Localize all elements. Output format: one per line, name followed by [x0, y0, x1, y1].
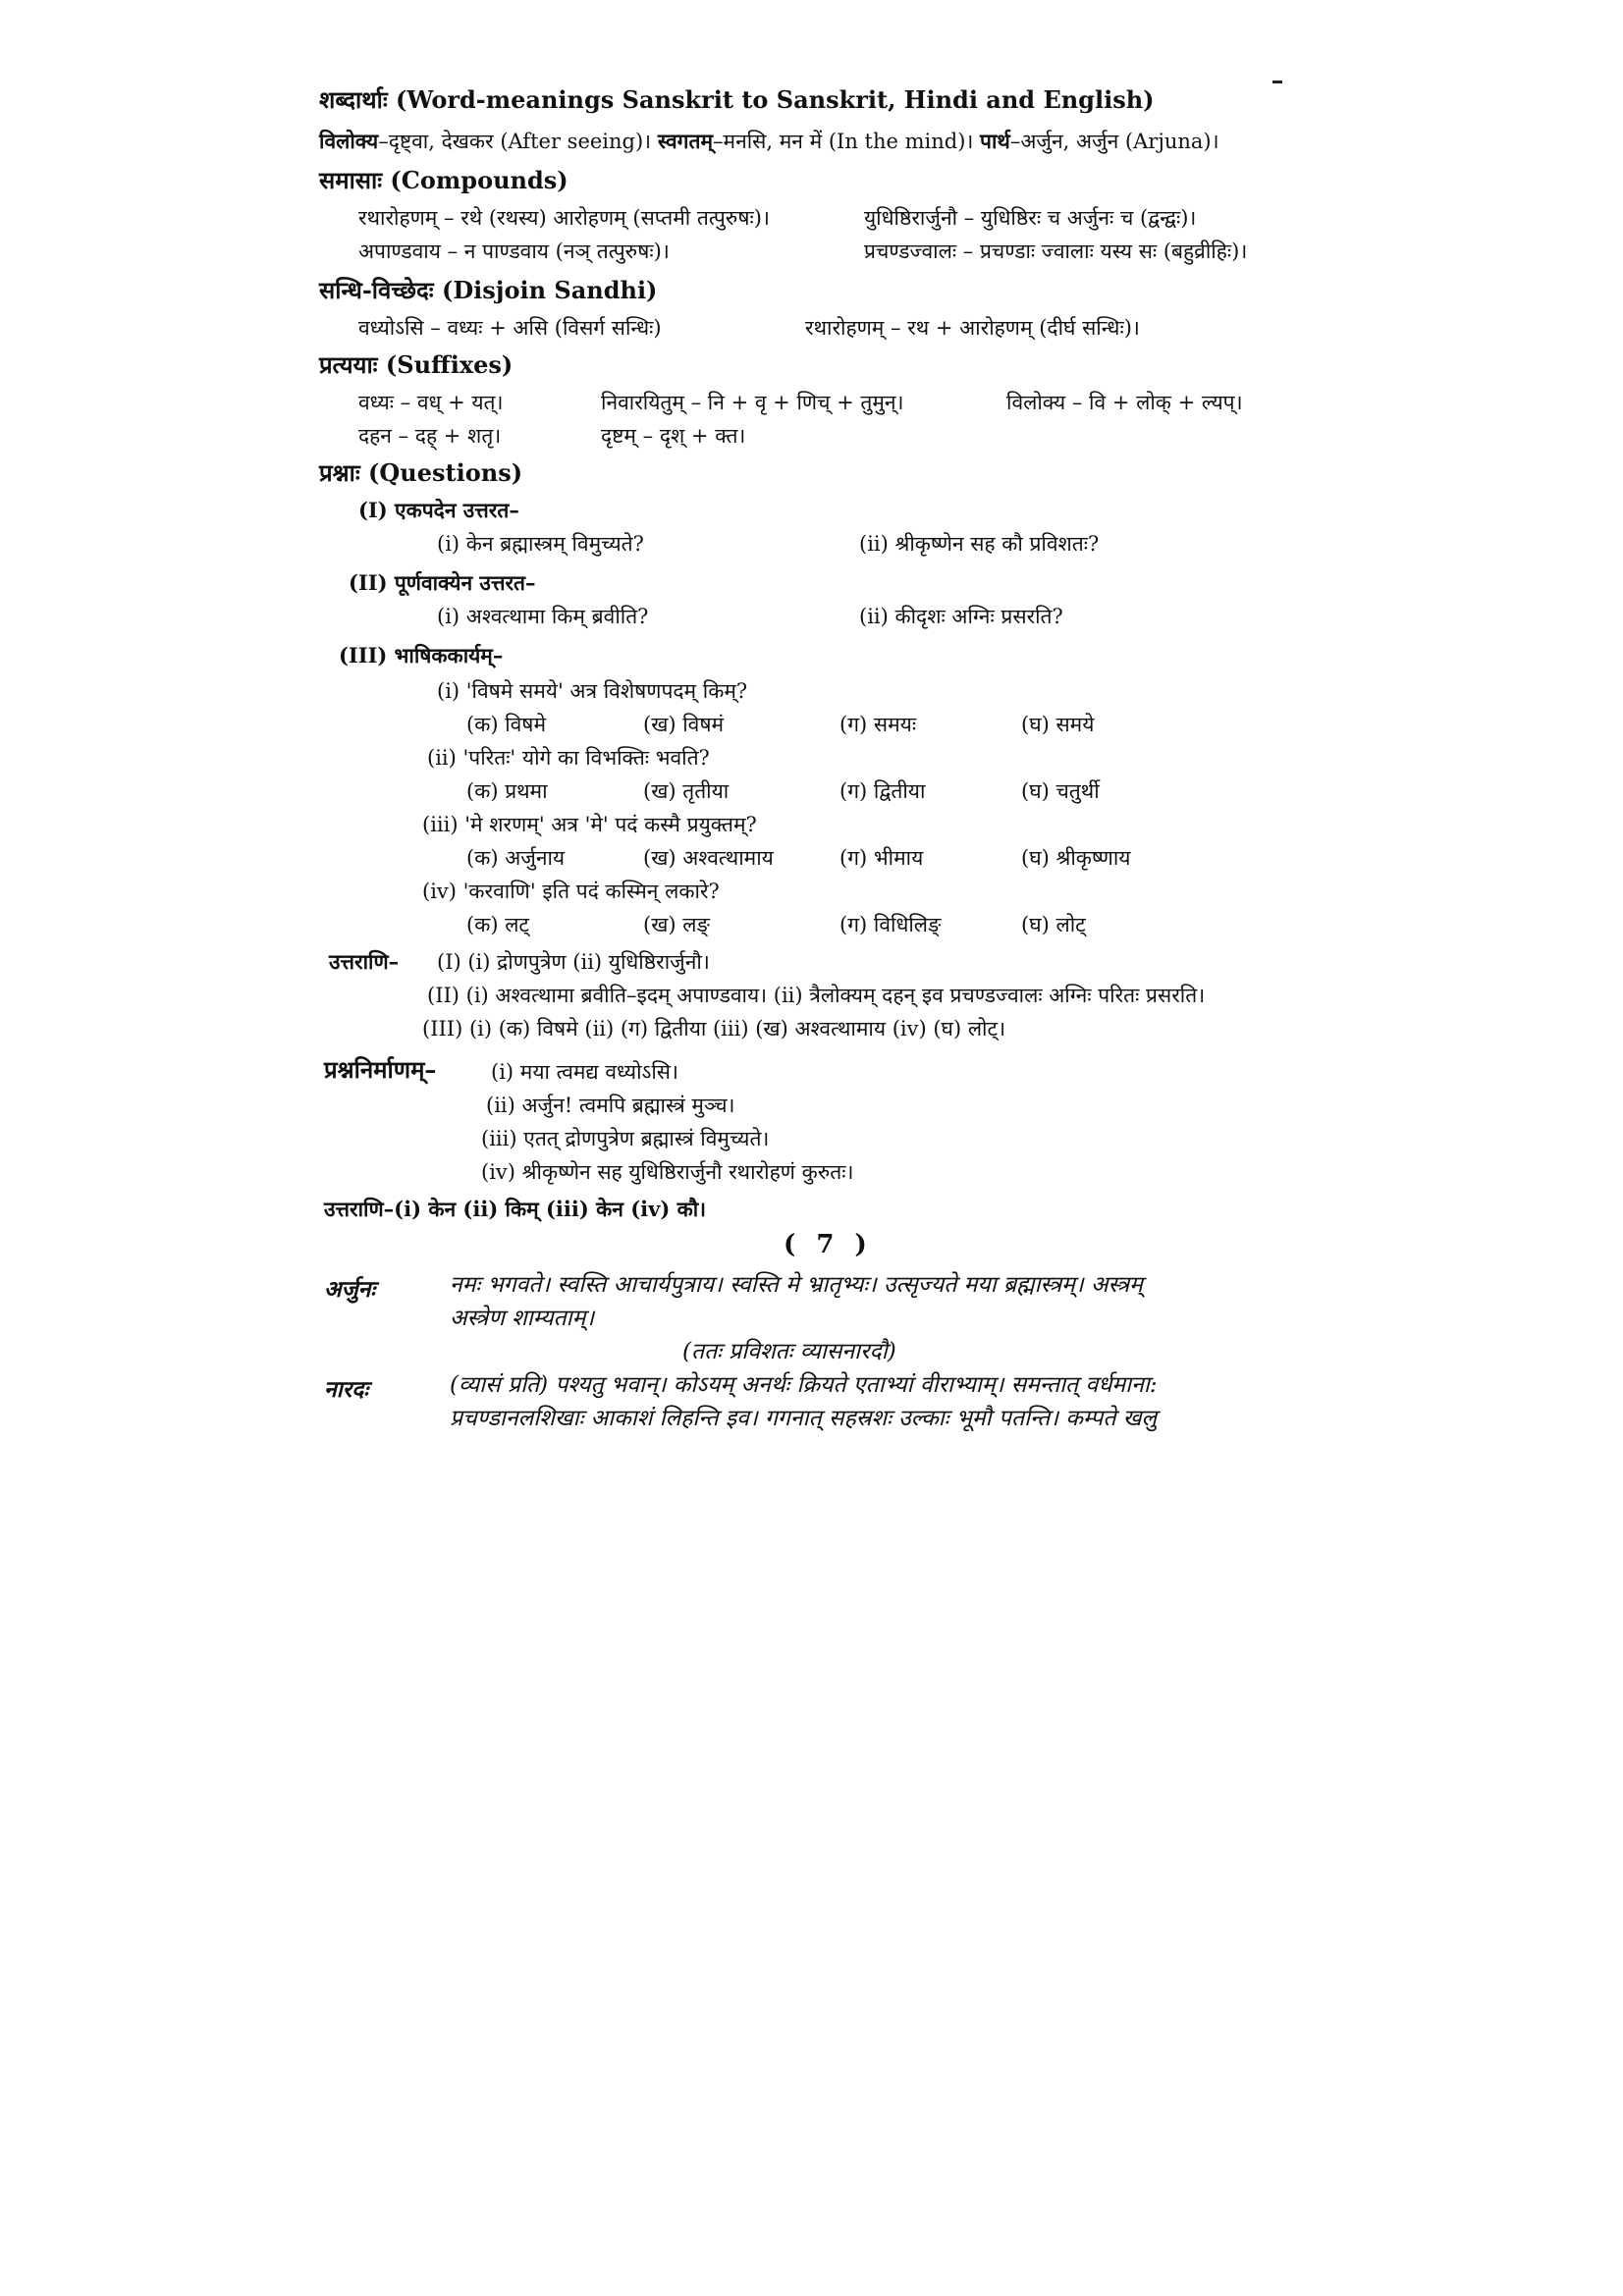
answers-section-i: (I) (i) द्रोणपुत्रेण (ii) युधिष्ठिरार्जुनौ। — [437, 950, 710, 974]
word-partha: पार्थ — [980, 129, 1010, 153]
sandhi-right: रथारोहणम् – रथ + आरोहणम् (दीर्घ सन्धिः)। — [805, 316, 1140, 340]
mcq-4-question: (iv) 'करवाणि' इति पदं कस्मिन् लकारे? — [422, 880, 720, 903]
arjuna-line-2: अस्त्रेण शाम्यताम्। — [450, 1306, 595, 1331]
speaker-narada: नारदः — [324, 1376, 368, 1403]
mcq-1-option-c: (ग) समयः — [839, 713, 917, 736]
mcq-3-option-b: (ख) अश्वत्थामाय — [643, 846, 774, 870]
section-i-q1: (i) केन ब्रह्मास्त्रम् विमुच्यते? — [437, 532, 644, 556]
samasa-row2-left: अपाण्डवाय – न पाण्डवाय (नञ् तत्पुरुषः)। — [358, 240, 670, 263]
mcq-3-question: (iii) 'मे शरणम्' अत्र 'मे' पदं कस्मै प्रयुक्तम्? — [422, 813, 757, 836]
narada-line-1: (व्यासं प्रति) पश्यतु भवान्। कोऽयम् अनर्थः क्रियते एताभ्यां वीराभ्याम्। समन्तात् वर्धमाना: — [450, 1372, 1158, 1398]
answers-section-ii: (II) (i) अश्वत्थामा ब्रवीति–इदम् अपाण्डवाय। (ii) त्रैलोक्यम् दहन् इव प्रचण्डज्वालः अग्निः परितः प्रसरति। — [427, 984, 1206, 1007]
pratyaya-r2c2: दृष्टम् – दृश् + क्त। — [601, 424, 746, 448]
meaning-vilokya: –दृष्ट्वा, देखकर (After seeing)। — [378, 130, 652, 153]
scan-speck — [1272, 80, 1282, 83]
question-formation-4: (iv) श्रीकृष्णेन सह युधिष्ठिरार्जुनौ रथारोहणं कुरुतः। — [481, 1160, 854, 1184]
answers-question-formation: उत्तराणि–(i) केन (ii) किम् (iii) केन (iv) कौ। — [324, 1197, 707, 1221]
sandhi-heading: सन्धि-विच्छेदः (Disjoin Sandhi) — [319, 276, 658, 304]
mcq-3-option-a: (क) अर्जुनाय — [466, 846, 566, 870]
mcq-3-option-c: (ग) भीमाय — [839, 846, 924, 870]
mcq-1-question: (i) 'विषमे समये' अत्र विशेषणपदम् किम्? — [437, 679, 748, 703]
section-iii-title: (III) भाषिककार्यम्– — [339, 643, 504, 667]
mcq-2-option-b: (ख) तृतीया — [643, 779, 730, 803]
section-ii-title: (II) पूर्णवाक्येन उत्तरत– — [349, 570, 536, 595]
arjuna-line-1: नमः भगवते। स्वस्ति आचार्यपुत्राय। स्वस्ति मे भ्रातृभ्यः। उत्सृज्यते मया ब्रह्मास्त्रम्। अस्त्रम् — [450, 1272, 1143, 1298]
shabdartha-line — [319, 128, 1219, 155]
samasa-row1-right: युधिष्ठिरार्जुनौ – युधिष्ठिरः च अर्जुनः च (द्वन्द्वः)। — [864, 206, 1197, 230]
question-formation-1: (i) मया त्वमद्य वध्योऽसि। — [491, 1060, 678, 1084]
section-ii-q1: (i) अश्वत्थामा किम् ब्रवीति? — [437, 605, 649, 628]
stage-direction: (ततः प्रविशतः व्यासनारदौ) — [682, 1339, 896, 1364]
pratyaya-r1c1: वध्यः – वध् + यत्। — [358, 391, 504, 414]
page-number: ( 7 ) — [784, 1230, 873, 1259]
section-ii-q2: (ii) कीदृशः अग्निः प्रसरति? — [859, 605, 1063, 628]
section-i-q2: (ii) श्रीकृष्णेन सह कौ प्रविशतः? — [859, 532, 1100, 556]
mcq-2-question: (ii) 'परितः' योगे का विभक्तिः भवति? — [427, 746, 710, 770]
samasa-row2-right: प्रचण्डज्वालः – प्रचण्डाः ज्वालाः यस्य सः (बहुव्रीहिः)। — [864, 240, 1248, 263]
meaning-partha: –अर्जुन, अर्जुन (Arjuna)। — [1009, 130, 1219, 153]
question-formation-label: प्रश्ननिर्माणम्– — [324, 1055, 437, 1084]
shabdartha-heading: शब्दार्थाः (Word-meanings Sanskrit to Sanskrit, Hindi and English) — [319, 85, 1155, 114]
mcq-4-option-d: (घ) लोट् — [1021, 913, 1086, 936]
word-vilokya: विलोक्य — [319, 129, 379, 153]
prashna-heading: प्रश्नाः (Questions) — [319, 458, 523, 487]
samasa-row1-left: रथारोहणम् – रथे (रथस्य) आरोहणम् (सप्तमी तत्पुरुषः)। — [358, 206, 770, 230]
mcq-1-option-d: (घ) समये — [1021, 713, 1095, 736]
mcq-4-option-a: (क) लट् — [466, 913, 530, 936]
question-formation-2: (ii) अर्जुन! त्वमपि ब्रह्मास्त्रं मुञ्च। — [486, 1094, 735, 1117]
pratyaya-r1c2: निवारयितुम् – नि + वृ + णिच् + तुमुन्। — [601, 391, 904, 414]
mcq-1-option-a: (क) विषमे — [466, 713, 546, 736]
samasa-heading: समासाः (Compounds) — [319, 166, 568, 194]
mcq-2-option-a: (क) प्रथमा — [466, 779, 548, 803]
mcq-3-option-d: (घ) श्रीकृष्णाय — [1021, 846, 1131, 870]
mcq-2-option-d: (घ) चतुर्थी — [1021, 779, 1100, 803]
word-svagatam: स्वगतम् — [657, 129, 714, 153]
mcq-4-option-c: (ग) विधिलिङ् — [839, 913, 942, 936]
speaker-arjuna: अर्जुनः — [324, 1276, 376, 1303]
answers-section-iii: (III) (i) (क) विषमे (ii) (ग) द्वितीया (iii) (ख) अश्वत्थामाय (iv) (घ) लोट्। — [422, 1017, 1006, 1041]
answers-label: उत्तराणि– — [329, 949, 400, 974]
pratyaya-r1c3: विलोक्य – वि + लोक् + ल्यप्। — [1006, 391, 1243, 414]
section-i-title: (I) एकपदेन उत्तरत– — [358, 498, 519, 522]
mcq-2-option-c: (ग) द्वितीया — [839, 779, 926, 803]
meaning-svagatam: –मनसि, मन में (In the mind)। — [713, 130, 974, 153]
mcq-4-option-b: (ख) लङ् — [643, 913, 710, 936]
pratyaya-heading: प्रत्ययाः (Suffixes) — [319, 350, 514, 379]
mcq-1-option-b: (ख) विषमं — [643, 713, 725, 736]
pratyaya-r2c1: दहन – दह् + शतृ। — [358, 424, 502, 448]
narada-line-2: प्रचण्डानलशिखाः आकाशं लिहन्ति इव। गगनात् सहस्रशः उल्काः भूमौ पतन्ति। कम्पते खलु — [450, 1406, 1158, 1431]
sandhi-left: वध्योऽसि – वध्यः + असि (विसर्ग सन्धिः) — [358, 316, 662, 340]
question-formation-3: (iii) एतत् द्रोणपुत्रेण ब्रह्मास्त्रं विमुच्यते। — [481, 1127, 770, 1150]
